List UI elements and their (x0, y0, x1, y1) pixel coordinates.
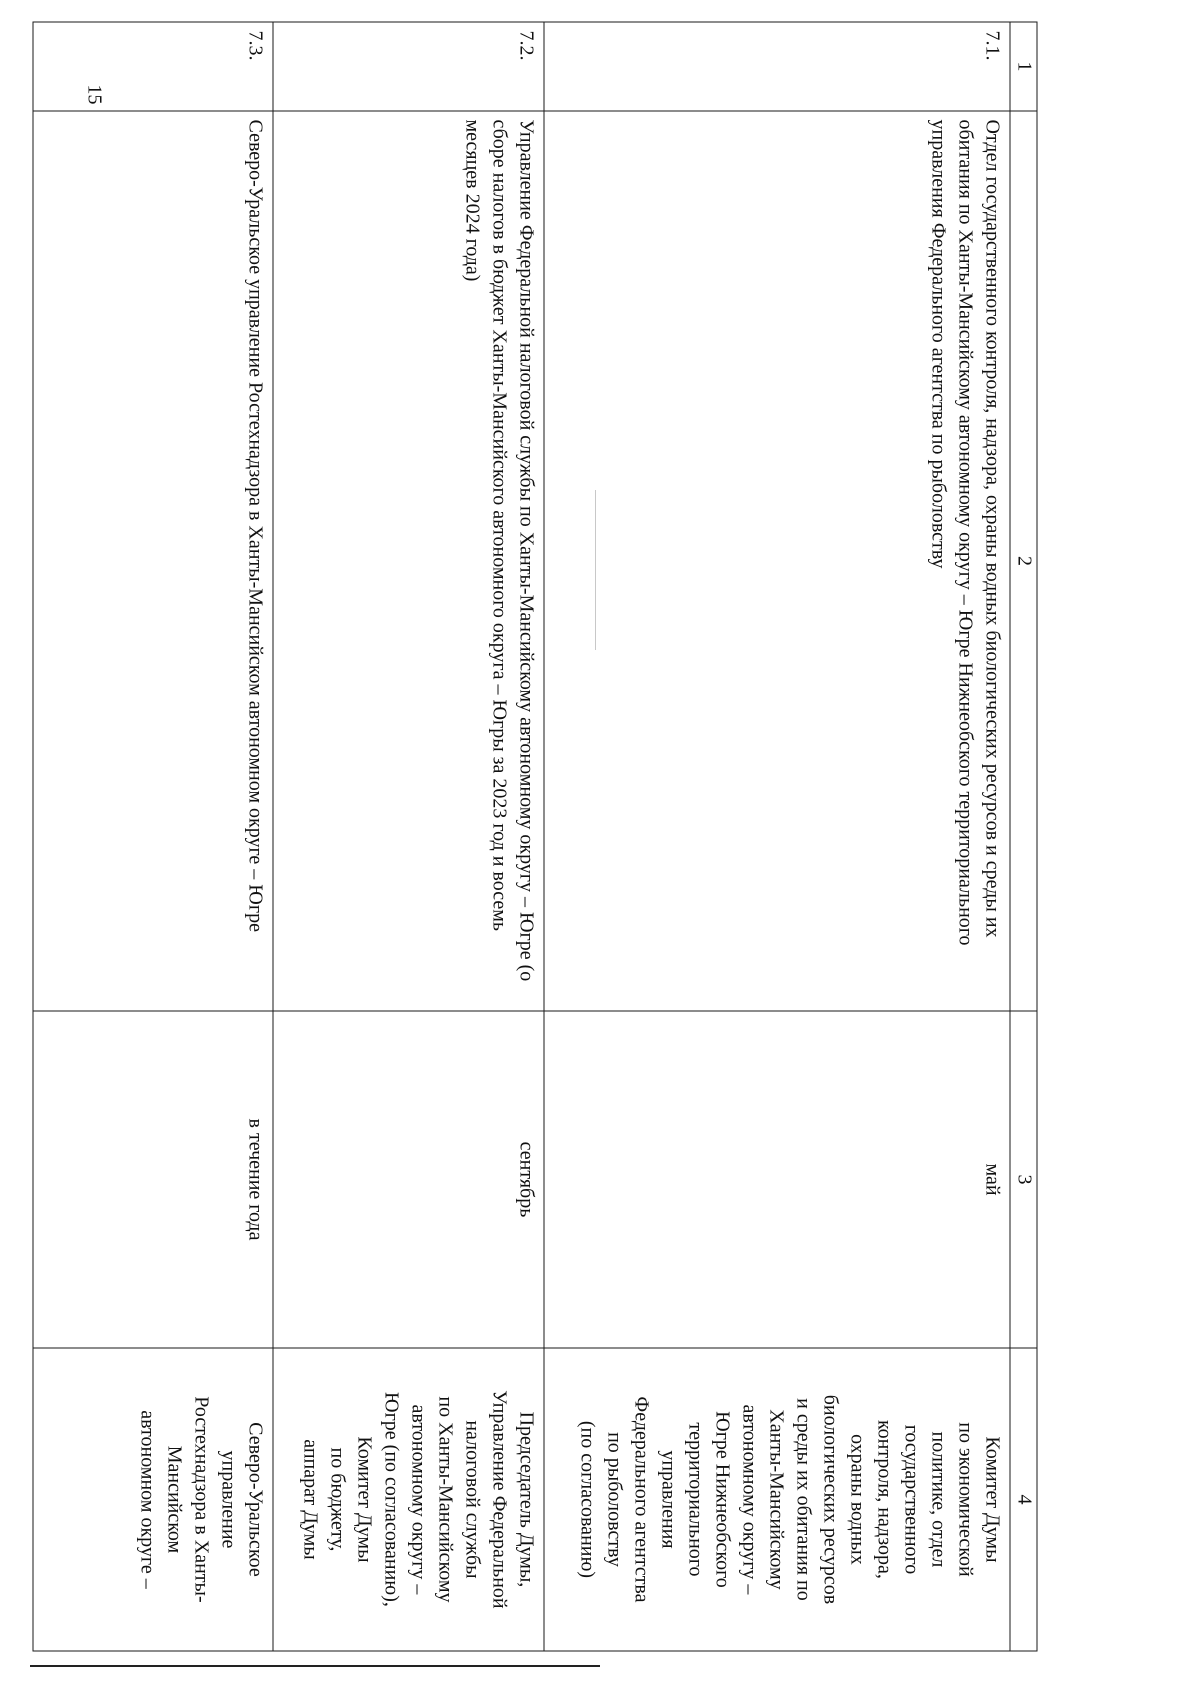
item-description: Отдел государственного контроля, надзора, охраны водных биологических ресурсов и среды их обитания по Ханты-Мансийскому автономному округу – Югре Нижнеобского территориального управления Федерального агентства по рыболовству (544, 111, 1010, 1011)
column-header-2: 2 (1010, 111, 1037, 1011)
responsible-line: по экономической (954, 1422, 977, 1577)
responsible-line: Председатель Думы, (515, 1411, 538, 1588)
responsible-line: территориального (684, 1422, 707, 1577)
responsible-line: (по согласованию) (576, 1420, 599, 1579)
column-header-3: 3 (1010, 1011, 1037, 1348)
responsible-line: контроля, надзора, (873, 1419, 896, 1579)
item-responsible (33, 1348, 273, 1651)
responsible-line: и среды их обитания по (792, 1398, 815, 1601)
rotated-page (33, 22, 1038, 1652)
table-header-row (1010, 22, 1037, 1651)
responsible-line: автономном округе – (136, 1410, 159, 1589)
column-header-1: 1 (1010, 22, 1037, 111)
schedule-table (33, 22, 1038, 1652)
responsible-line: Комитет Думы (353, 1436, 376, 1563)
responsible-line: Югре (по согласованию), (380, 1392, 403, 1607)
page-number: 15 (83, 84, 106, 105)
responsible-line: по Ханты-Мансийскому (434, 1396, 457, 1603)
item-responsible (544, 1348, 1010, 1651)
responsible-line: охраны водных (846, 1434, 869, 1565)
responsible-line: Федерального агентства (630, 1396, 653, 1603)
responsible-line: биологических ресурсов (819, 1394, 842, 1605)
item-number: 7.1. (544, 22, 1010, 111)
scan-edge-line (30, 1665, 600, 1667)
responsible-line: автономному округу – (738, 1404, 761, 1595)
table-row (273, 22, 543, 1651)
responsible-line: Югре Нижнеобского (711, 1411, 734, 1588)
item-description: Управление Федеральной налоговой службы по Ханты-Мансийскому автономному округу – Югре (о сборе налогов в бюджет Ханты-Мансийского автономного округа – Югры за 2023 год и восемь месяцев 2024 года) (273, 111, 543, 1011)
item-term: сентябрь (273, 1011, 543, 1348)
table-row (33, 22, 273, 1651)
column-header-4: 4 (1010, 1348, 1037, 1651)
item-description: Северо-Уральское управление Ростехнадзора в Ханты-Мансийском автономном округе – Югре (33, 111, 273, 1011)
item-responsible (273, 1348, 543, 1651)
responsible-line: автономному округу – (407, 1404, 430, 1595)
item-term: май (544, 1011, 1010, 1348)
responsible-line: Северо-Уральское (244, 1422, 267, 1577)
responsible-line: государственного (900, 1424, 923, 1575)
responsible-line: политике, отдел (927, 1431, 950, 1568)
item-number: 7.2. (273, 22, 543, 111)
responsible-line: управления (657, 1450, 680, 1549)
responsible-line: аппарат Думы (299, 1439, 322, 1560)
responsible-line: Комитет Думы (981, 1436, 1004, 1563)
responsible-line: Мансийском (163, 1445, 186, 1554)
responsible-line: Управление Федеральной (488, 1390, 511, 1609)
responsible-line: по бюджету, (326, 1447, 349, 1552)
responsible-line: управление (217, 1450, 240, 1549)
responsible-line: по рыболовству (603, 1432, 626, 1567)
responsible-line: Ханты-Мансийскому (765, 1409, 788, 1590)
item-number: 7.3. (33, 22, 273, 111)
table-row (544, 22, 1010, 1651)
responsible-line: налоговой службы (461, 1420, 484, 1579)
responsible-line: Ростехнадзора в Ханты- (190, 1396, 213, 1603)
item-term: в течение года (33, 1011, 273, 1348)
